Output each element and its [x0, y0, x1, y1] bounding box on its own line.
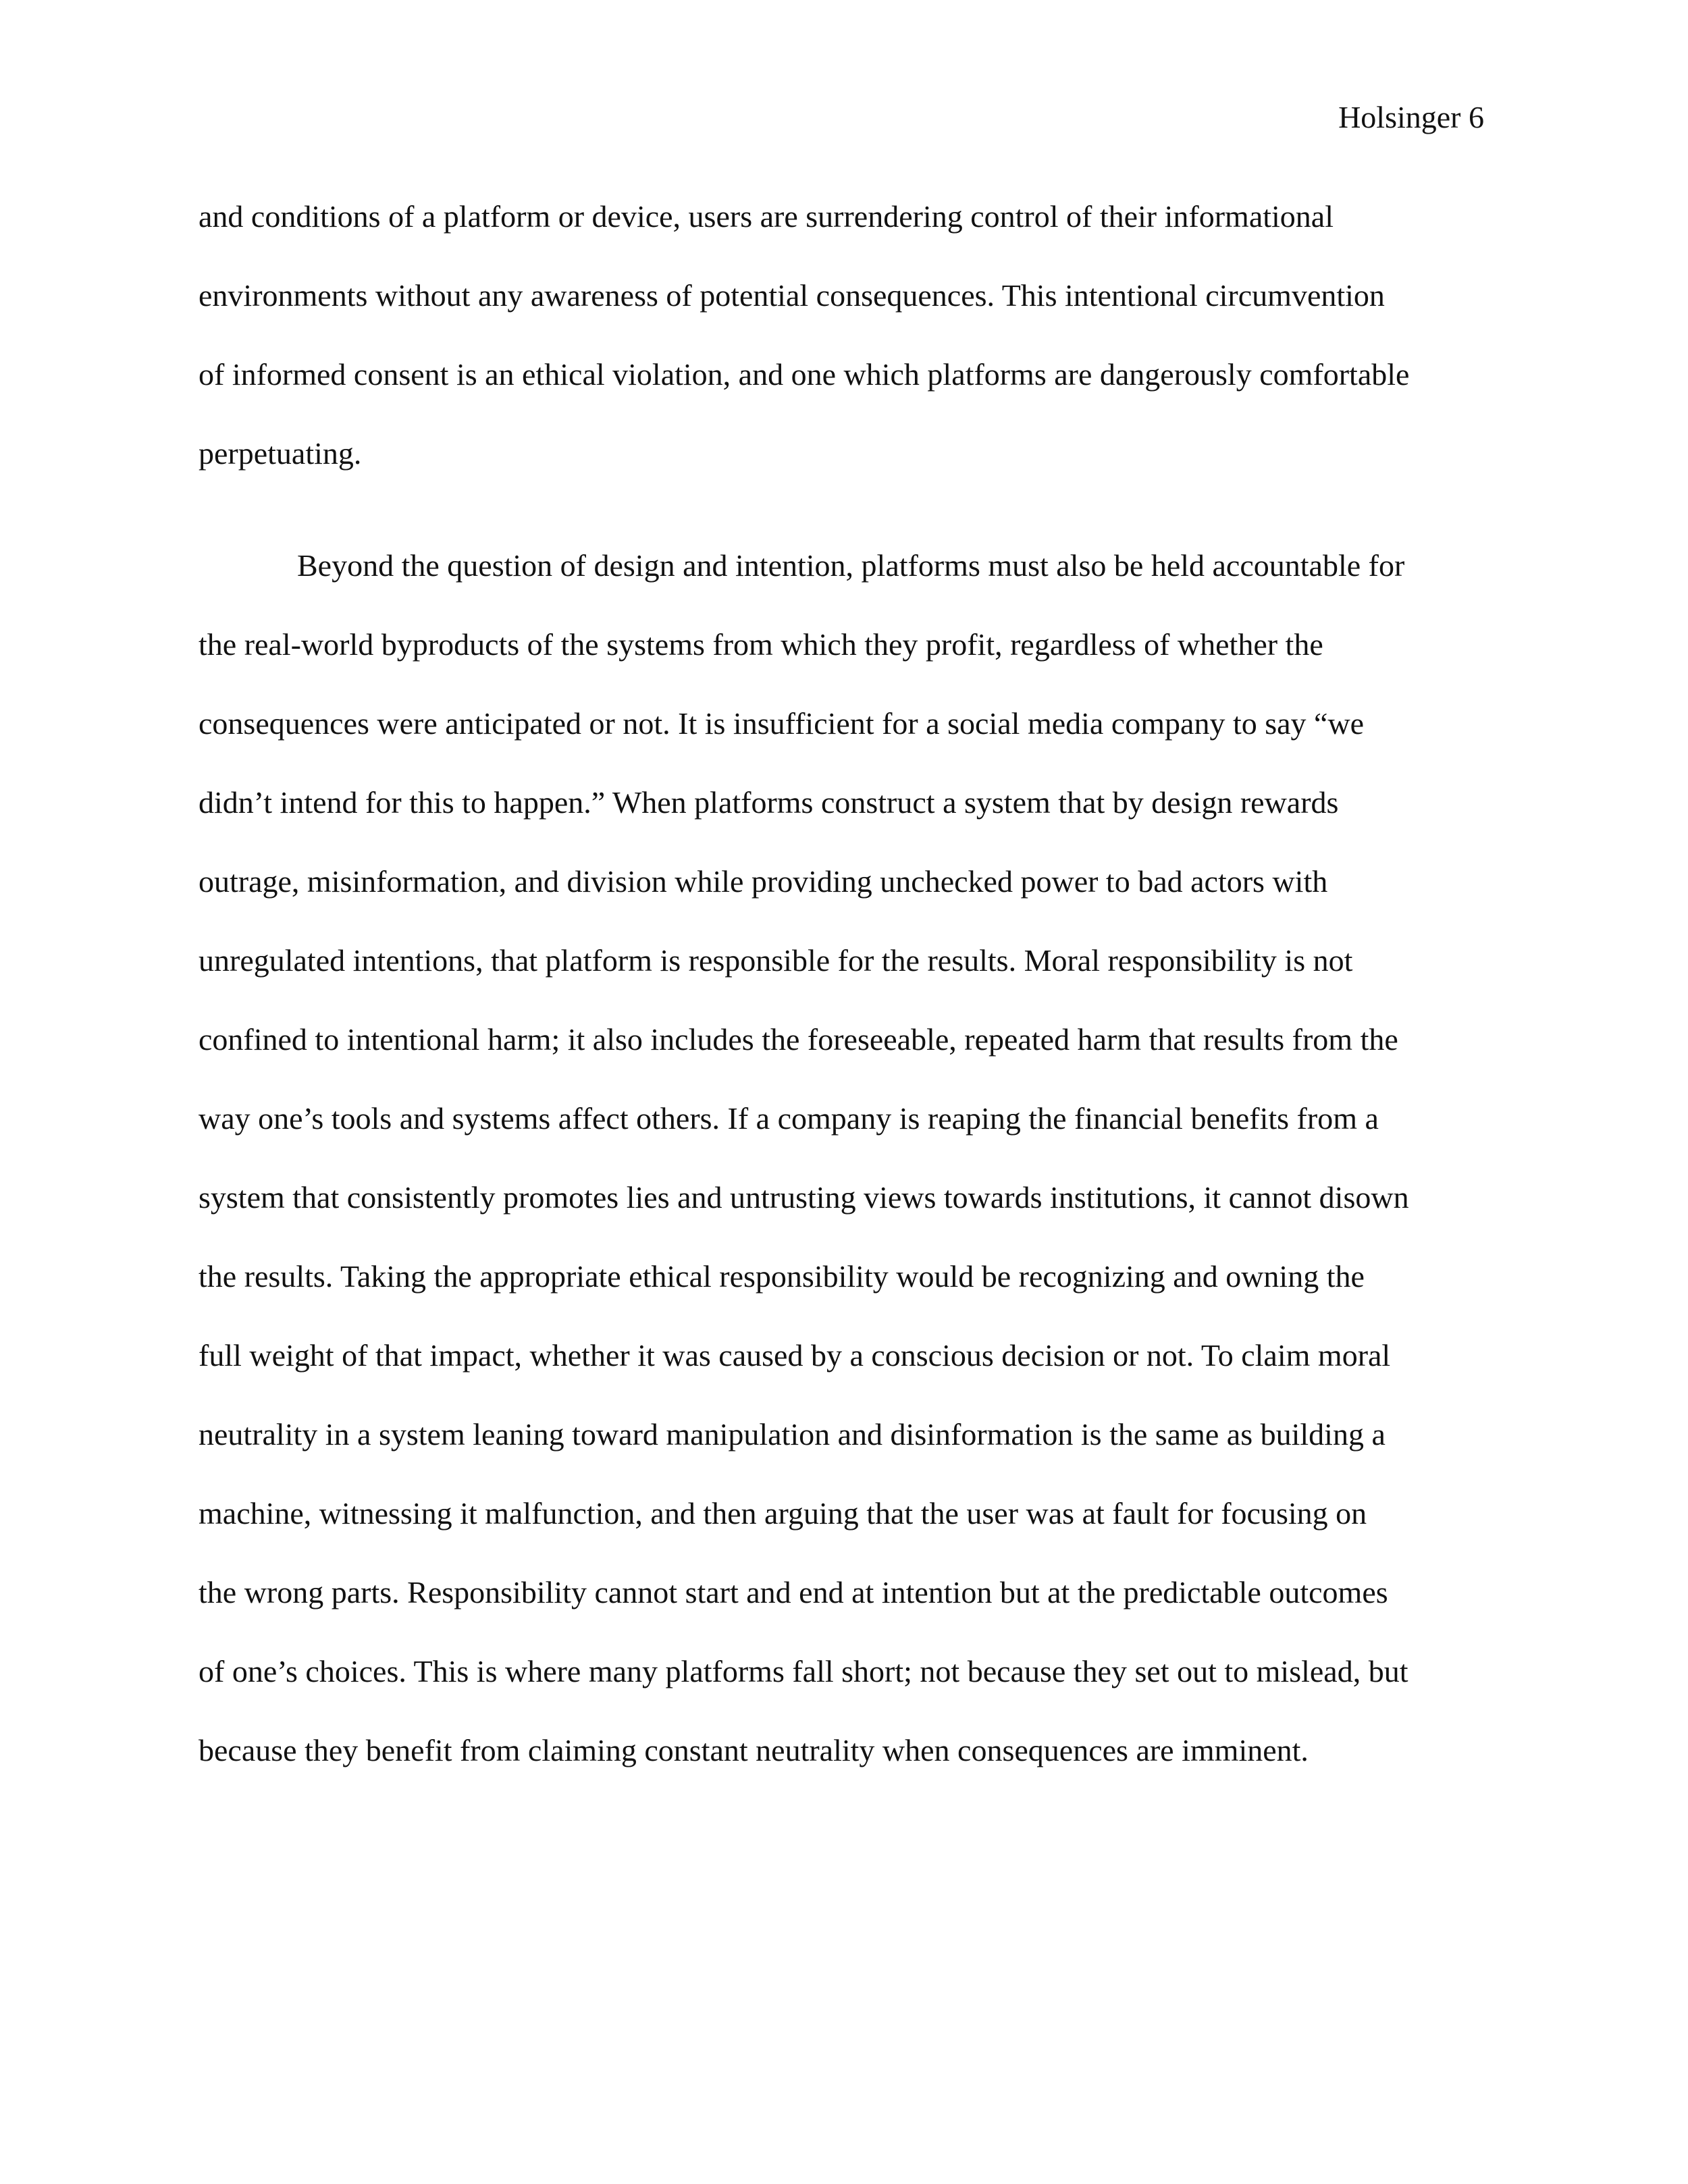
text-line: outrage, misinformation, and division while providing unchecked power to bad actors with — [199, 864, 1328, 899]
text-line: of one’s choices. This is where many platforms fall short; not because they set out to mislead, but — [199, 1654, 1408, 1688]
text-line: the real-world byproducts of the systems from which they profit, regardless of whether the — [199, 627, 1323, 662]
text-line: didn’t intend for this to happen.” When platforms construct a system that by design rewards — [199, 785, 1339, 820]
text-line: unregulated intentions, that platform is responsible for the results. Moral responsibility is not — [199, 943, 1353, 978]
text-line: because they benefit from claiming constant neutrality when consequences are imminent. — [199, 1733, 1309, 1767]
text-line: full weight of that impact, whether it was caused by a conscious decision or not. To claim moral — [199, 1338, 1391, 1373]
text-line: consequences were anticipated or not. It is insufficient for a social media company to say “we — [199, 706, 1365, 741]
running-header: Holsinger 6 — [1338, 100, 1484, 134]
text-line: of informed consent is an ethical violation, and one which platforms are dangerously comfortable — [199, 357, 1410, 392]
text-line: machine, witnessing it malfunction, and then arguing that the user was at fault for focusing on — [199, 1496, 1367, 1530]
text-line: and conditions of a platform or device, users are surrendering control of their informational — [199, 199, 1334, 234]
text-line: the results. Taking the appropriate ethical responsibility would be recognizing and owning the — [199, 1259, 1365, 1294]
text-line: Beyond the question of design and intention, platforms must also be held accountable for — [297, 548, 1405, 583]
text-line: system that consistently promotes lies and untrusting views towards institutions, it cannot disown — [199, 1180, 1409, 1215]
text-line: confined to intentional harm; it also includes the foreseeable, repeated harm that results from the — [199, 1022, 1398, 1057]
text-line: perpetuating. — [199, 436, 362, 471]
text-line: neutrality in a system leaning toward manipulation and disinformation is the same as building a — [199, 1417, 1386, 1451]
text-line: the wrong parts. Responsibility cannot start and end at intention but at the predictable outcomes — [199, 1575, 1388, 1609]
text-line: way one’s tools and systems affect others. If a company is reaping the financial benefits from a — [199, 1101, 1379, 1136]
text-line: environments without any awareness of potential consequences. This intentional circumvention — [199, 278, 1385, 313]
